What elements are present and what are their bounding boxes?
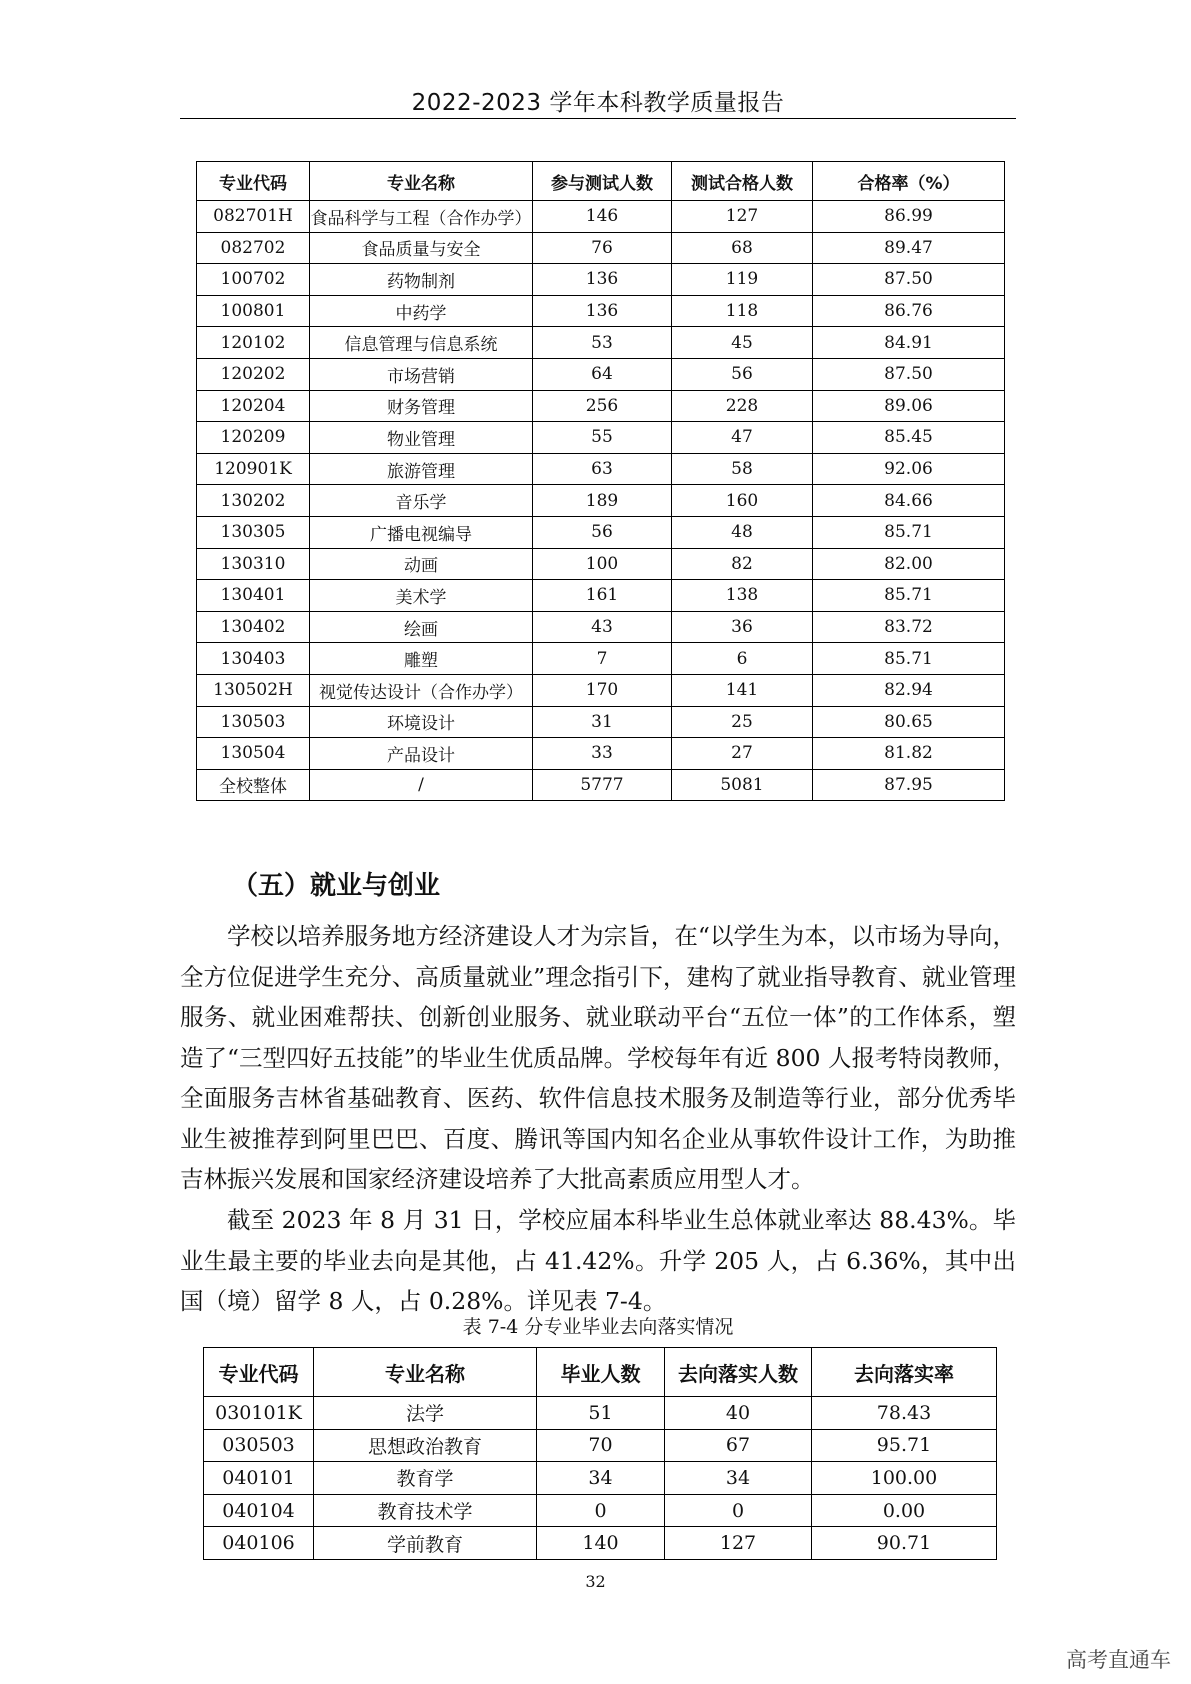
table-cell: 130401 xyxy=(197,580,310,612)
table-cell: 0 xyxy=(665,1494,812,1527)
table-row xyxy=(197,201,1005,233)
table-cell: 47 xyxy=(672,422,813,454)
table-cell: 53 xyxy=(533,327,672,359)
table-row xyxy=(197,453,1005,485)
table-cell: 食品质量与安全 xyxy=(310,232,533,264)
table-cell: 130402 xyxy=(197,611,310,643)
table-cell: 信息管理与信息系统 xyxy=(310,327,533,359)
column-header: 合格率（%） xyxy=(813,162,1005,201)
column-header: 专业代码 xyxy=(197,162,310,201)
table-cell: 85.71 xyxy=(813,643,1005,675)
table-cell: 63 xyxy=(533,453,672,485)
table-row xyxy=(197,264,1005,296)
column-header: 专业代码 xyxy=(204,1348,314,1397)
table-cell: 030101K xyxy=(204,1397,314,1430)
table-cell: 90.71 xyxy=(812,1527,997,1560)
table-cell: 广播电视编导 xyxy=(310,516,533,548)
table-cell: 中药学 xyxy=(310,295,533,327)
table-header-row xyxy=(204,1348,997,1397)
table-cell: 美术学 xyxy=(310,580,533,612)
table-cell: 120901K xyxy=(197,453,310,485)
table-cell: 音乐学 xyxy=(310,485,533,517)
table-cell: 56 xyxy=(533,516,672,548)
table-cell: 78.43 xyxy=(812,1397,997,1430)
table-header-row xyxy=(197,162,1005,201)
paragraph: 学校以培养服务地方经济建设人才为宗旨，在“以学生为本，以市场为导向，全方位促进学生充分、高质量就业”理念指引下，建构了就业指导教育、就业管理服务、就业困难帮扶、创新创业服务、就业联动平台“五位一体”的工作体系，塑造了“三型四好五技能”的毕业生优质品牌。学校每年有近 800 人报考特岗教师，全面服务吉林省基础教育、医药、软件信息技术服务及制造等行业，部分优秀毕业生被推荐到阿里巴巴、百度、腾讯等国内知名企业从事软件设计工作，为助推吉林振兴发展和国家经济建设培养了大批高素质应用型人才。 xyxy=(180,922,1016,1193)
table-row xyxy=(197,422,1005,454)
table-cell: 财务管理 xyxy=(310,390,533,422)
header-rule xyxy=(180,118,1016,119)
table-cell: 27 xyxy=(672,738,813,770)
table-cell: 120202 xyxy=(197,358,310,390)
table-cell: 138 xyxy=(672,580,813,612)
table-cell: 141 xyxy=(672,674,813,706)
table-cell: 64 xyxy=(533,358,672,390)
table-row xyxy=(197,674,1005,706)
table-cell: 120102 xyxy=(197,327,310,359)
table-cell: 82 xyxy=(672,548,813,580)
table-row xyxy=(197,706,1005,738)
table-row xyxy=(197,358,1005,390)
table-cell: 6 xyxy=(672,643,813,675)
paragraph: 截至 2023 年 8 月 31 日，学校应届本科毕业生总体就业率达 88.43%。毕业生最主要的毕业去向是其他，占 41.42%。升学 205 人，占 6.36%，其中出国（境）留学 8 人，占 0.28%。详见表 7-4。 xyxy=(180,1206,1016,1315)
table-cell: 33 xyxy=(533,738,672,770)
pass-rate-table xyxy=(196,161,1005,801)
table-row xyxy=(197,611,1005,643)
table-row xyxy=(197,580,1005,612)
table-cell: 120209 xyxy=(197,422,310,454)
page-number: 32 xyxy=(585,1572,606,1591)
table-cell: 160 xyxy=(672,485,813,517)
table-cell: 物业管理 xyxy=(310,422,533,454)
table-cell: 040104 xyxy=(204,1494,314,1527)
table-cell: 87.95 xyxy=(813,769,1005,801)
table-cell: 36 xyxy=(672,611,813,643)
table-row xyxy=(197,548,1005,580)
table-cell: 85.71 xyxy=(813,516,1005,548)
table-cell: 228 xyxy=(672,390,813,422)
table-cell: 教育学 xyxy=(314,1462,537,1495)
table-cell: 5081 xyxy=(672,769,813,801)
table-cell: 082701H xyxy=(197,201,310,233)
table-cell: 绘画 xyxy=(310,611,533,643)
table-cell: 动画 xyxy=(310,548,533,580)
table-cell: 药物制剂 xyxy=(310,264,533,296)
table-cell: 82.94 xyxy=(813,674,1005,706)
table-cell: 产品设计 xyxy=(310,738,533,770)
table-cell: 81.82 xyxy=(813,738,1005,770)
table-row xyxy=(197,327,1005,359)
table-cell: 119 xyxy=(672,264,813,296)
table-cell: 89.06 xyxy=(813,390,1005,422)
table-cell: 70 xyxy=(537,1429,665,1462)
table-cell: 58 xyxy=(672,453,813,485)
table-cell: 100.00 xyxy=(812,1462,997,1495)
table-cell: 256 xyxy=(533,390,672,422)
table-cell: 92.06 xyxy=(813,453,1005,485)
table-cell: 136 xyxy=(533,295,672,327)
column-header: 去向落实人数 xyxy=(665,1348,812,1397)
table-cell: 食品科学与工程（合作办学） xyxy=(310,201,533,233)
table-cell: 34 xyxy=(537,1462,665,1495)
table-cell: 48 xyxy=(672,516,813,548)
table-cell: 130503 xyxy=(197,706,310,738)
table-cell: / xyxy=(310,769,533,801)
table-cell: 55 xyxy=(533,422,672,454)
column-header: 去向落实率 xyxy=(812,1348,997,1397)
table-cell: 80.65 xyxy=(813,706,1005,738)
table-cell: 85.45 xyxy=(813,422,1005,454)
watermark: 高考直通车 xyxy=(1066,1648,1171,1672)
table-cell: 环境设计 xyxy=(310,706,533,738)
table-cell: 87.50 xyxy=(813,264,1005,296)
column-header: 测试合格人数 xyxy=(672,162,813,201)
table-cell: 130202 xyxy=(197,485,310,517)
table-cell: 0 xyxy=(537,1494,665,1527)
column-header: 参与测试人数 xyxy=(533,162,672,201)
table-cell: 130504 xyxy=(197,738,310,770)
table-cell: 82.00 xyxy=(813,548,1005,580)
table-cell: 市场营销 xyxy=(310,358,533,390)
employment-table xyxy=(203,1347,997,1560)
column-header: 专业名称 xyxy=(310,162,533,201)
table-cell: 86.99 xyxy=(813,201,1005,233)
table-cell: 85.71 xyxy=(813,580,1005,612)
table-row xyxy=(197,643,1005,675)
table-cell: 全校整体 xyxy=(197,769,310,801)
table-row xyxy=(197,232,1005,264)
table-row xyxy=(197,738,1005,770)
table-cell: 130502H xyxy=(197,674,310,706)
table-cell: 127 xyxy=(672,201,813,233)
table-cell: 100702 xyxy=(197,264,310,296)
page-header-title: 2022-2023 学年本科教学质量报告 xyxy=(411,90,785,116)
table-cell: 100 xyxy=(533,548,672,580)
table-row xyxy=(197,769,1005,801)
table-row xyxy=(197,485,1005,517)
table-row xyxy=(197,516,1005,548)
table-row xyxy=(204,1494,997,1527)
table-cell: 学前教育 xyxy=(314,1527,537,1560)
table-cell: 118 xyxy=(672,295,813,327)
table-cell: 89.47 xyxy=(813,232,1005,264)
table-cell: 136 xyxy=(533,264,672,296)
table-cell: 130403 xyxy=(197,643,310,675)
table-cell: 45 xyxy=(672,327,813,359)
table-cell: 思想政治教育 xyxy=(314,1429,537,1462)
table-cell: 56 xyxy=(672,358,813,390)
table-cell: 43 xyxy=(533,611,672,643)
table-cell: 84.66 xyxy=(813,485,1005,517)
table-cell: 法学 xyxy=(314,1397,537,1430)
table-cell: 189 xyxy=(533,485,672,517)
table-row xyxy=(204,1429,997,1462)
table-cell: 127 xyxy=(665,1527,812,1560)
table-cell: 040101 xyxy=(204,1462,314,1495)
table-cell: 130305 xyxy=(197,516,310,548)
table-row xyxy=(197,295,1005,327)
table-cell: 25 xyxy=(672,706,813,738)
table-cell: 83.72 xyxy=(813,611,1005,643)
table-cell: 030503 xyxy=(204,1429,314,1462)
table-cell: 170 xyxy=(533,674,672,706)
table-cell: 161 xyxy=(533,580,672,612)
table-cell: 86.76 xyxy=(813,295,1005,327)
table-cell: 40 xyxy=(665,1397,812,1430)
table-cell: 31 xyxy=(533,706,672,738)
table-cell: 76 xyxy=(533,232,672,264)
table-cell: 140 xyxy=(537,1527,665,1560)
table-cell: 教育技术学 xyxy=(314,1494,537,1527)
table-cell: 67 xyxy=(665,1429,812,1462)
table-cell: 87.50 xyxy=(813,358,1005,390)
table-row xyxy=(197,390,1005,422)
table-cell: 34 xyxy=(665,1462,812,1495)
table-cell: 95.71 xyxy=(812,1429,997,1462)
table-cell: 雕塑 xyxy=(310,643,533,675)
table-cell: 7 xyxy=(533,643,672,675)
table-cell: 040106 xyxy=(204,1527,314,1560)
column-header: 专业名称 xyxy=(314,1348,537,1397)
table-cell: 视觉传达设计（合作办学） xyxy=(310,674,533,706)
table-cell: 146 xyxy=(533,201,672,233)
table-cell: 84.91 xyxy=(813,327,1005,359)
table-cell: 082702 xyxy=(197,232,310,264)
table-cell: 68 xyxy=(672,232,813,264)
table-row xyxy=(204,1527,997,1560)
table-row xyxy=(204,1462,997,1495)
table-cell: 旅游管理 xyxy=(310,453,533,485)
table-cell: 5777 xyxy=(533,769,672,801)
table-cell: 51 xyxy=(537,1397,665,1430)
table-cell: 0.00 xyxy=(812,1494,997,1527)
section-heading: （五）就业与创业 xyxy=(232,871,441,901)
table-cell: 100801 xyxy=(197,295,310,327)
table-cell: 130310 xyxy=(197,548,310,580)
column-header: 毕业人数 xyxy=(537,1348,665,1397)
table-caption: 表 7-4 分专业毕业去向落实情况 xyxy=(462,1316,734,1338)
table-row xyxy=(204,1397,997,1430)
table-cell: 120204 xyxy=(197,390,310,422)
